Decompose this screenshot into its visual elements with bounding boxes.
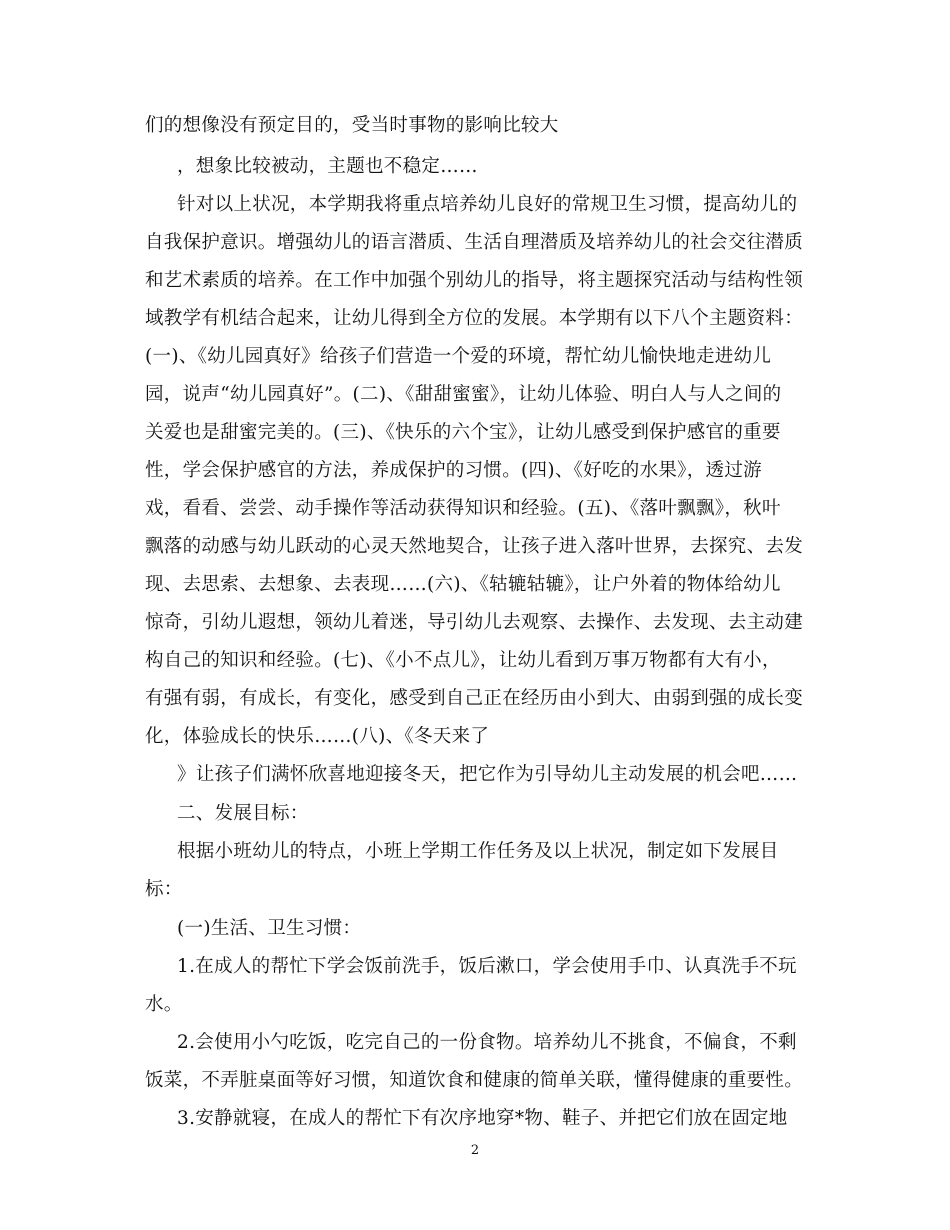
- body-text-line: 戏，看看、尝尝、动手操作等活动获得知识和经验。(五)、《落叶飘飘》，秋叶: [145, 498, 781, 519]
- body-text-line: 飘落的动感与幼儿跃动的心灵天然地契合，让孩子进入落叶世界，去探究、去发: [145, 536, 804, 557]
- body-text-line: 化，体验成长的快乐……(八)、《冬天来了: [145, 726, 490, 747]
- body-text-line: 们的想像没有预定目的，受当时事物的影响比较大: [145, 115, 559, 136]
- paragraph-start-line: 根据小班幼儿的特点，小班上学期工作任务及以上状况，制定如下发展目: [177, 841, 779, 862]
- subsection-heading: (一)生活、卫生习惯：: [177, 918, 362, 939]
- body-text-line: 惊奇，引幼儿遐想，领幼儿着迷，导引幼儿去观察、去操作、去发现、去主动建: [145, 612, 804, 633]
- section-heading: 二、发展目标：: [177, 803, 309, 824]
- paragraph-start-line: 针对以上状况，本学期我将重点培养幼儿良好的常规卫生习惯，提高幼儿的: [177, 194, 798, 215]
- body-text-line: 园，说声“幼儿园真好”。(二)、《甜甜蜜蜜》，让幼儿体验、明白人与人之间的: [145, 384, 782, 405]
- body-text-line: 自我保护意识。增强幼儿的语言潜质、生活自理潜质及培养幼儿的社会交往潜质: [145, 232, 804, 253]
- body-text-line: 域教学有机结合起来，让幼儿得到全方位的发展。本学期有以下八个主题资料：: [145, 308, 804, 329]
- body-text-line: 关爱也是甜蜜完美的。(三)、《快乐的六个宝》，让幼儿感受到保护感官的重要: [145, 422, 781, 443]
- list-item-line: 1.在成人的帮忙下学会饭前洗手，饭后漱口，学会使用手巾、认真洗手不玩: [177, 956, 797, 977]
- list-item-line: 3.安静就寝，在成人的帮忙下有次序地穿*物、鞋子、并把它们放在固定地: [177, 1108, 788, 1129]
- body-text-line: 性，学会保护感官的方法，养成保护的习惯。(四)、《好吃的水果》，透过游: [145, 460, 762, 481]
- body-text-line: 饭菜，不弄脏桌面等好习惯，知道饮食和健康的简单关联，懂得健康的重要性。: [145, 1070, 804, 1091]
- body-text-line: 构自己的知识和经验。(七)、《小不点儿》，让幼儿看到万事万物都有大有小，: [145, 650, 781, 671]
- body-text-line: (一)、《幼儿园真好》给孩子们营造一个爱的环境，帮忙幼儿愉快地走进幼儿: [145, 346, 772, 367]
- body-text-line: 和艺术素质的培养。在工作中加强个别幼儿的指导，将主题探究活动与结构性领: [145, 270, 804, 291]
- body-text-line: 》让孩子们满怀欣喜地迎接冬天，把它作为引导幼儿主动发展的机会吧……: [177, 764, 798, 785]
- body-text-line: 标：: [145, 879, 183, 900]
- list-item-line: 2.会使用小勺吃饭，吃完自己的一份食物。培养幼儿不挑食，不偏食，不剩: [177, 1032, 797, 1053]
- page-number: 2: [470, 1143, 480, 1158]
- body-text-line: 有强有弱，有成长，有变化，感受到自己正在经历由小到大、由弱到强的成长变: [145, 688, 804, 709]
- body-text-line: ，想象比较被动，主题也不稳定……: [177, 156, 478, 177]
- body-text-line: 现、去思索、去想象、去表现……(六)、《轱辘轱辘》，让户外着的物体给幼儿: [145, 574, 781, 595]
- body-text-line: 水。: [145, 994, 183, 1015]
